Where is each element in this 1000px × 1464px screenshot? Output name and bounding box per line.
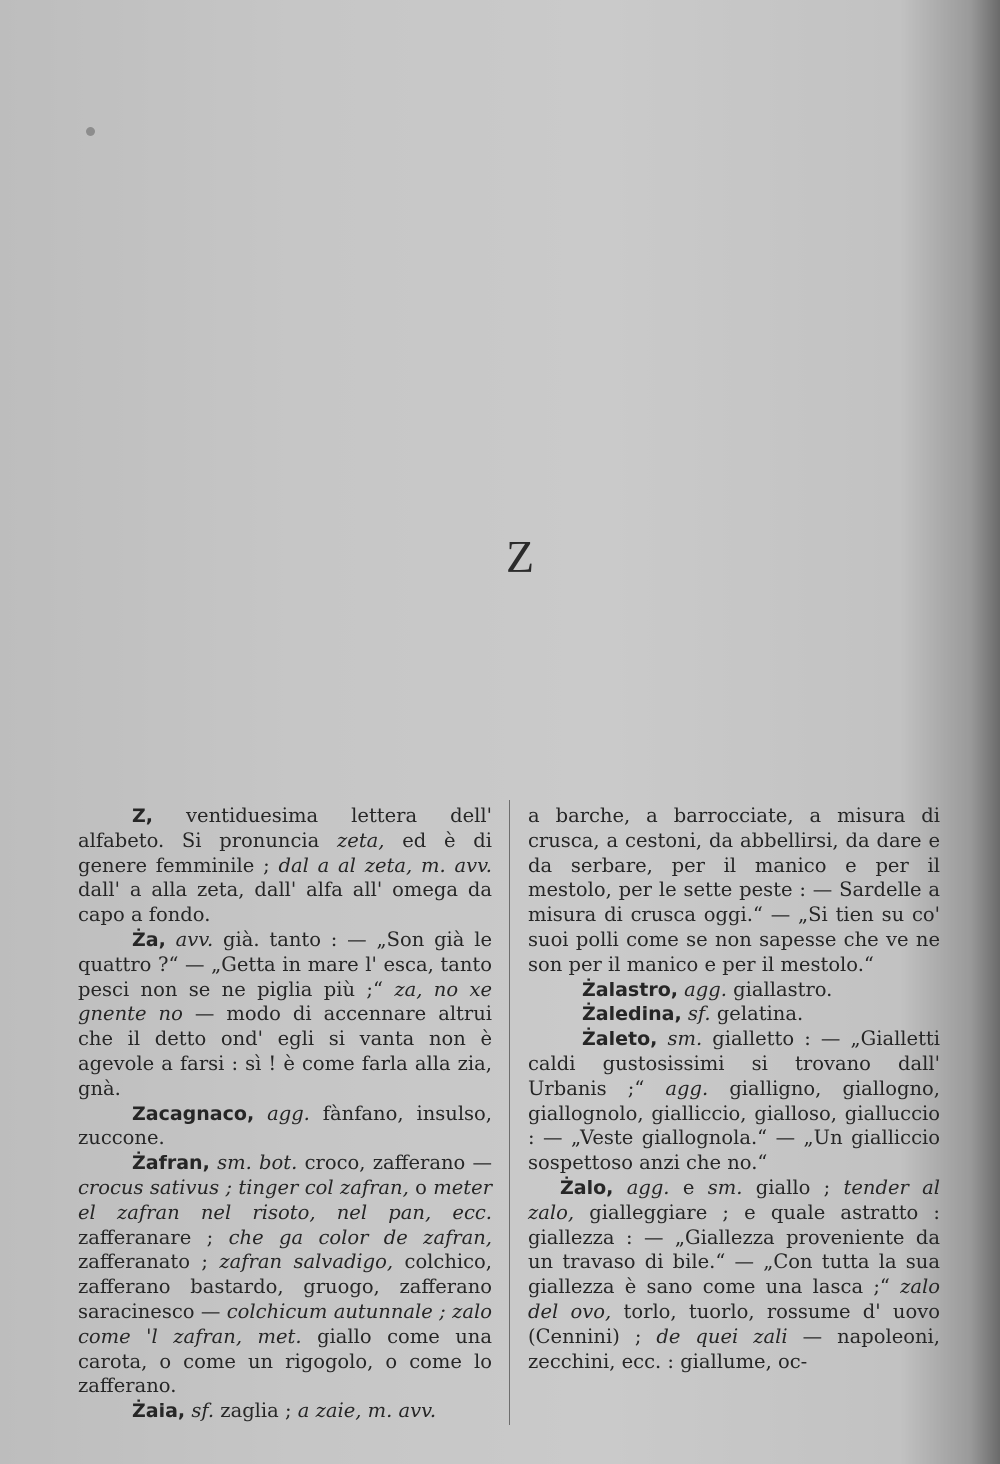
entry-text: zafferanato ; — [78, 1250, 220, 1274]
italic-text: meter el zafran nel risoto, nel pan, ecc. — [78, 1175, 493, 1224]
entry-text: zafferanare ; — [78, 1225, 229, 1249]
entry-text — [657, 1027, 667, 1050]
entry-text: ed è di genere femminile ; — [78, 828, 492, 877]
entry-text: dall' a alla zeta, dall' alfa all' omega da capo a fondo. — [78, 878, 492, 927]
italic-text: agg. — [267, 1101, 310, 1125]
italic-text: za, no xe gnente no — [78, 977, 492, 1026]
entry-text: gialletto : — „Gialletti caldi gustosissimi si trovano dall' Urbanis ;“ — [528, 1027, 940, 1100]
ink-speck — [86, 127, 95, 136]
italic-text: che ga color de zafran, — [228, 1225, 492, 1249]
entry-text — [254, 1102, 267, 1125]
entry-text: giallo ; — [742, 1175, 844, 1199]
dictionary-entry — [78, 1151, 492, 1399]
entry-text: — modo di accennare altrui che il detto ond' egli si vanta non è agevole a farsi : sì ! è come farla alla zia, gnà. — [78, 1002, 493, 1100]
italic-text: zalo del ovo, — [528, 1275, 940, 1323]
entry-text: e — [669, 1175, 708, 1199]
italic-text: agg. — [665, 1076, 709, 1100]
entry-text: gelatina. — [710, 1002, 804, 1026]
italic-text: sm. bot. — [217, 1151, 298, 1175]
italic-text: avv. — [175, 927, 214, 951]
entry-headword: Żalastro, — [582, 978, 678, 1001]
italic-text: colchicum autunnale ; zalo come 'l zafran, met. — [78, 1299, 492, 1348]
italic-text: zeta, — [337, 828, 385, 852]
entry-headword: Z, — [132, 805, 153, 827]
italic-text: sm. — [707, 1175, 743, 1199]
dictionary-entry — [78, 804, 492, 928]
entry-text: giallo come una carota, o come un rigogolo, o come lo zafferano. — [78, 1324, 492, 1398]
entry-headword: Żaledina, — [582, 1003, 682, 1026]
entry-text: gialligno, giallogno, giallognolo, gialliccio, gialloso, gialluccio : — „Veste giallognola.“ — „Un gialliccio sospettoso anzi che no.“ — [528, 1076, 940, 1175]
entry-text: o — [408, 1175, 434, 1199]
entry-text: — napoleoni, zecchini, ecc. : giallume, oc- — [528, 1324, 940, 1373]
italic-text: de quei zali — [656, 1324, 788, 1348]
italic-text: sf. — [191, 1399, 215, 1423]
entry-text: già. tanto : — „Son già le quattro ?“ — „Getta in mare l' esca, tanto pesci non se ne piglia più ;“ — [78, 927, 493, 1001]
entry-text: giallastro. — [726, 977, 833, 1001]
dictionary-entry — [528, 978, 940, 1003]
entry-headword: Żaleto, — [582, 1028, 658, 1051]
left-column — [78, 804, 492, 1424]
entry-headword: Żaia, — [132, 1400, 186, 1423]
entry-text — [166, 928, 176, 951]
italic-text: sm. — [667, 1027, 703, 1051]
entry-text — [613, 1176, 626, 1199]
entry-text — [210, 1151, 217, 1174]
entry-headword: Zacagnaco, — [132, 1102, 255, 1125]
entry-text: gialleggiare ; e quale astratto : giallezza : — „Giallezza proveniente da un travaso di bile.“ — „Con tutta la sua giallezza è sano come una lasca ;“ — [528, 1200, 940, 1299]
entry-headword: Ża, — [132, 928, 166, 951]
section-letter: Z — [505, 531, 535, 582]
column-divider — [509, 800, 510, 1425]
dictionary-entry — [528, 1002, 940, 1027]
entry-text: colchico, zafferano bastardo, gruogo, zafferano saracinesco — — [78, 1250, 492, 1323]
italic-text: sf. — [687, 1002, 711, 1026]
italic-text: zafran salvadigo, — [219, 1250, 394, 1274]
dictionary-entry — [528, 1176, 940, 1374]
dictionary-entry — [528, 804, 940, 978]
right-column — [528, 804, 940, 1374]
italic-text: agg. — [626, 1175, 670, 1199]
dictionary-entry — [78, 928, 492, 1102]
italic-text: dal a al zeta, m. avv. — [278, 853, 492, 877]
entry-headword: Żalo, — [560, 1176, 614, 1199]
italic-text: agg. — [684, 977, 727, 1001]
entry-text: croco, zafferano — — [297, 1151, 493, 1175]
italic-text: tender al zalo, — [528, 1175, 940, 1224]
entry-text: fànfano, insulso, zuccone. — [78, 1101, 493, 1150]
dictionary-entry — [78, 1102, 492, 1152]
italic-text: a zaie, m. avv. — [297, 1399, 437, 1423]
entry-text: ventiduesima lettera dell' alfabeto. Si pronuncia — [78, 804, 492, 852]
dictionary-entry — [528, 1027, 940, 1176]
entry-text: zaglia ; — [214, 1399, 298, 1423]
entry-text: torlo, tuorlo, rossume d' uovo (Cennini) ; — [528, 1299, 940, 1348]
entry-headword: Żafran, — [132, 1152, 210, 1175]
dictionary-entry — [78, 1399, 492, 1424]
italic-text: crocus sativus ; tinger col zafran, — [78, 1175, 409, 1199]
entry-text: a barche, a barrocciate, a misura di crusca, a cestoni, da abbellirsi, da dare e da serbare, per il manico e per il mestolo, per le sette peste : — Sardelle a misura di crusca oggi.“ — „Si tien su co' suoi polli come se non sapesse che ve ne son per il manico e per il mestolo.“ — [528, 804, 940, 976]
